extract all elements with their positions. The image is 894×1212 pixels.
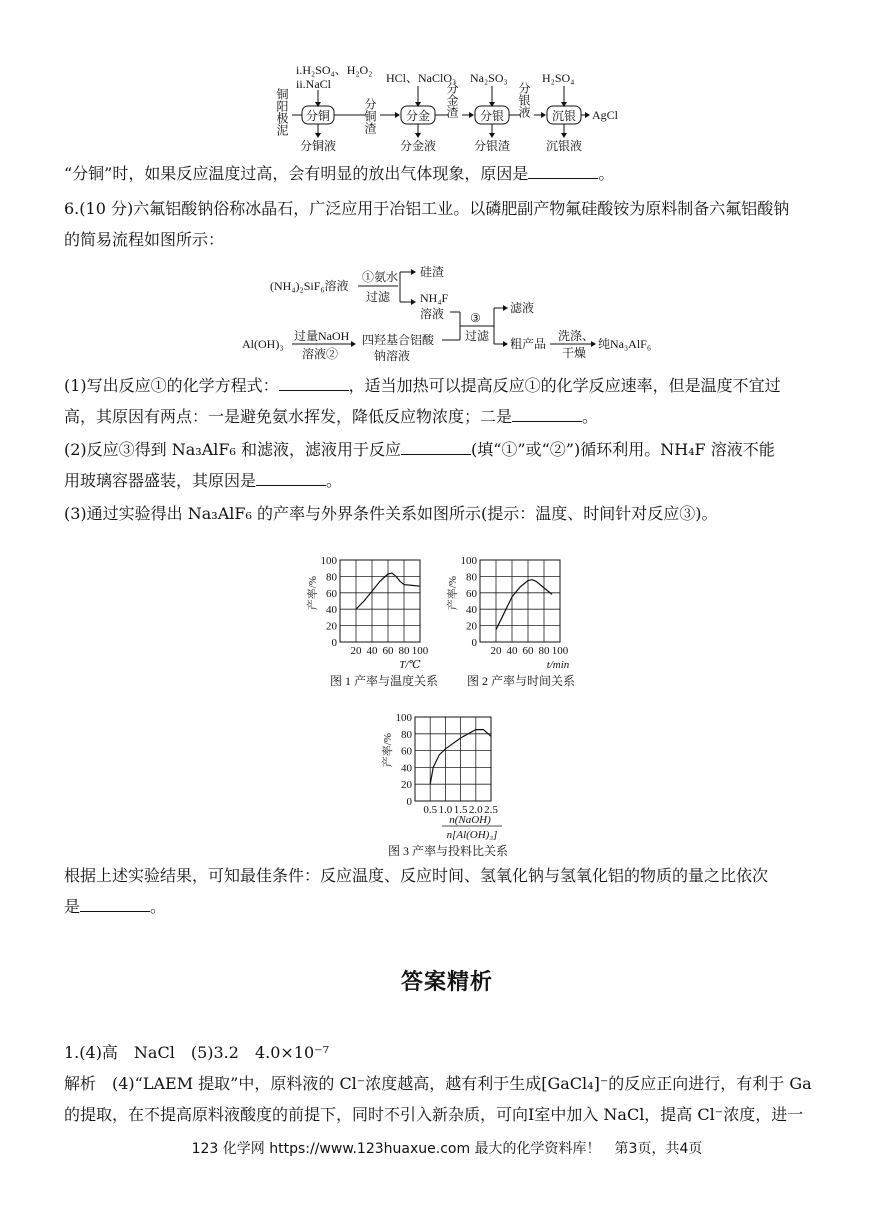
x-tick-label: 40 [366, 645, 378, 657]
flow1-mid2: 分金渣 [445, 82, 459, 118]
flow1-reagent3: Na₂SO₃ [470, 71, 508, 85]
y-tick-label: 80 [466, 571, 477, 584]
y-axis-label: 产率/% [307, 576, 319, 611]
answer-line2: 解析 (4)“LAEM 提取”中，原料液的 Cl⁻浓度越高，越有利于生成[GaCl₄]⁻的反应正向进行，有利于 Ga [64, 1074, 812, 1093]
flow2-out-solid: 硅渣 [420, 265, 445, 279]
y-tick-label: 60 [466, 587, 477, 600]
flow1-box3: 分银 [480, 109, 505, 123]
y-tick-label: 0 [331, 637, 337, 649]
plot-frame [340, 560, 420, 642]
q6-intro [64, 193, 832, 255]
flow2-step4-top: 洗涤、 [558, 329, 595, 343]
y-tick-label: 60 [401, 745, 412, 758]
flow2-al-feed: Al(OH)₃ [242, 337, 284, 351]
flow2-step2-top: 过量NaOH [294, 329, 350, 343]
q6-intro-line1: 6.(10 分)六氟铝酸钠俗称冰晶石，广泛应用于冶铝工业。以磷肥副产物氟硅酸铵为原料制备六氟铝酸钠 [64, 199, 790, 218]
flow1-reagent1b: ii.NaCl [296, 77, 331, 91]
series-line [496, 580, 552, 630]
flow2-intermediate-a: 四羟基合铝酸 [362, 333, 435, 347]
y-tick-label: 100 [395, 712, 412, 724]
q6-part2 [64, 434, 832, 496]
flow2-nh4f-b: 溶液 [420, 307, 445, 321]
answer-line1: 1.(4)高 NaCl (5)3.2 4.0×10⁻⁷ [64, 1043, 330, 1062]
q6-p2-line1 [64, 434, 832, 465]
y-tick-label: 60 [326, 587, 337, 600]
y-axis-label: 产率/% [447, 576, 459, 611]
y-tick-label: 80 [326, 571, 337, 584]
q6-p2-text-c: 用玻璃容器盛装，其原因是 [64, 471, 257, 490]
flow1-box2: 分金 [406, 109, 431, 123]
answer-blank[interactable] [256, 467, 326, 486]
flow2-step3-top: ③ [470, 311, 481, 325]
flow1-reagent1a: i.H₂SO₄、H₂O₂ [296, 63, 373, 77]
y-tick-label: 20 [401, 779, 412, 792]
q6-p1-line2: 高，其原因有两点：一是避免氨水挥发，降低反应物浓度；二是 。 [64, 401, 832, 432]
flow1-box1: 分铜 [306, 109, 331, 123]
answer-line3: 的提取，在不提高原料液酸度的前提下，同时不引入新杂质，可向Ⅰ室中加入 NaCl，提高 Cl⁻浓度，进一 [64, 1105, 804, 1124]
flow1-product: AgCl [592, 108, 619, 122]
x-tick-label: 1.5 [453, 804, 468, 816]
flow1-mid3: 分银液 [517, 82, 531, 118]
y-tick-label: 80 [401, 728, 412, 741]
page-footer: 123 化学网 https://www.123huaxue.com 最大的化学资料库！ 第3页，共4页 [191, 1141, 703, 1157]
cryolite-process-flowchart [238, 256, 668, 368]
y-tick-label: 0 [406, 796, 412, 808]
flow2-step1-bottom: 过滤 [366, 290, 391, 304]
q6-p1-text-c: 高，其原因有两点：一是避免氨水挥发，降低反应物浓度；二是 [64, 407, 513, 426]
x-tick-label: 60 [522, 645, 534, 657]
x-tick-label: 0.5 [423, 804, 438, 816]
y-axis-label: 产率/% [382, 733, 394, 768]
q6-conclusion-text: 是 [64, 897, 81, 916]
flow1-out1: 分铜液 [300, 139, 337, 153]
flow1-box4: 沉银 [552, 109, 577, 123]
x-tick-label: 80 [538, 645, 550, 657]
q6-intro-line2: 的简易流程如图所示： [64, 230, 225, 249]
y-tick-label: 100 [460, 555, 477, 567]
flow1-start: 铜阳极泥 [275, 88, 289, 136]
flow2-pure: 纯Na₃AlF₆ [598, 337, 652, 351]
flow2-filtrate: 滤液 [510, 301, 535, 315]
answer-blank[interactable] [512, 403, 582, 422]
flow2-intermediate-b: 钠溶液 [374, 349, 411, 363]
q6-p2-text-a: (2)反应③得到 Na₃AlF₆ 和滤液，滤液用于反应 [64, 440, 401, 459]
q6-p1-text-b: ，适当加热可以提高反应①的化学反应速率，但是温度不宜过 [348, 376, 781, 395]
x-axis-label-denominator: n[Al(OH)₃] [446, 829, 498, 841]
x-tick-label: 2.5 [484, 804, 498, 816]
y-tick-label: 20 [466, 620, 477, 633]
q5-text-line: “分铜”时，如果反应温度过高，会有明显的放出气体现象，原因是 。 [64, 158, 832, 189]
answer-blank[interactable] [80, 893, 150, 912]
q5-text: “分铜”时，如果反应温度过高，会有明显的放出气体现象，原因是 [64, 164, 529, 183]
flow1-out2: 分金液 [400, 139, 437, 153]
y-tick-label: 40 [466, 604, 477, 617]
flow2-step1-top: ①氨水 [362, 270, 399, 284]
flow2-feed: (NH₄)₂SiF₆溶液 [270, 279, 349, 293]
flow2-step4-bottom: 干燥 [562, 346, 587, 360]
q6-part1 [64, 370, 832, 432]
flow1-reagent4: H₂SO₄ [542, 71, 575, 85]
x-axis-label: t/min [546, 659, 570, 671]
chart-caption: 图 3 产率与投料比关系 [388, 844, 509, 858]
x-tick-label: 40 [506, 645, 518, 657]
flow2-crude: 粗产品 [510, 337, 547, 351]
y-tick-label: 40 [401, 762, 412, 775]
x-tick-label: 60 [382, 645, 394, 657]
yield-temperature-chart [300, 540, 460, 690]
q6-p1-text-a: (1)写出反应①的化学方程式： [64, 376, 279, 395]
flow2-step3-bottom: 过滤 [465, 329, 490, 343]
y-tick-label: 0 [471, 637, 477, 649]
x-tick-label: 2.0 [468, 804, 483, 816]
x-axis-label-numerator: n(NaOH) [449, 814, 491, 826]
x-tick-label: 20 [490, 645, 502, 657]
x-axis-label: T/℃ [399, 659, 421, 671]
x-tick-label: 100 [551, 645, 569, 657]
x-tick-label: 80 [398, 645, 410, 657]
q6-conclusion [64, 860, 832, 922]
copper-anode-slime-flowchart [270, 60, 630, 160]
q6-p3-text: (3)通过实验得出 Na₃AlF₆ 的产率与外界条件关系如图所示(提示：温度、时间针对反应③)。 [64, 504, 718, 523]
x-tick-label: 1.0 [438, 804, 453, 816]
q6-p1-line1 [64, 370, 832, 401]
y-tick-label: 100 [320, 555, 337, 567]
answer-blank[interactable] [528, 160, 598, 179]
q6-p2-line2: 用玻璃容器盛装，其原因是 。 [64, 465, 832, 496]
answer-body [64, 1037, 832, 1130]
answer-section-title: 答案精析 [400, 969, 493, 995]
answer-blank[interactable] [279, 372, 349, 391]
flow2-nh4f-a: NH₄F [420, 291, 449, 305]
flow1-mid1: 分铜渣 [363, 98, 377, 134]
q6-conclusion-line2: 是 。 [64, 891, 832, 922]
x-tick-label: 20 [350, 645, 362, 657]
yield-time-chart [440, 540, 600, 690]
q6-p2-text-b: (填“①”或“②”)循环利用。NH₄F 溶液不能 [470, 440, 775, 459]
flow1-reagent2: HCl、NaClO₃ [386, 71, 457, 85]
flow2-step2-bottom: 溶液② [302, 347, 339, 361]
chart-caption: 图 2 产率与时间关系 [467, 674, 576, 688]
plot-frame [480, 560, 560, 642]
yield-ratio-chart [360, 695, 540, 860]
flow1-out3: 分银渣 [474, 139, 511, 153]
chart-caption: 图 1 产率与温度关系 [330, 674, 439, 688]
q6-conclusion-line1: 根据上述实验结果，可知最佳条件：反应温度、反应时间、氢氧化钠与氢氧化铝的物质的量之比依次 [64, 866, 769, 885]
y-tick-label: 20 [326, 620, 337, 633]
y-tick-label: 40 [326, 604, 337, 617]
answer-blank[interactable] [401, 436, 471, 455]
flow1-out4: 沉银液 [546, 139, 583, 153]
x-tick-label: 100 [411, 645, 429, 657]
q6-part3 [64, 498, 832, 529]
